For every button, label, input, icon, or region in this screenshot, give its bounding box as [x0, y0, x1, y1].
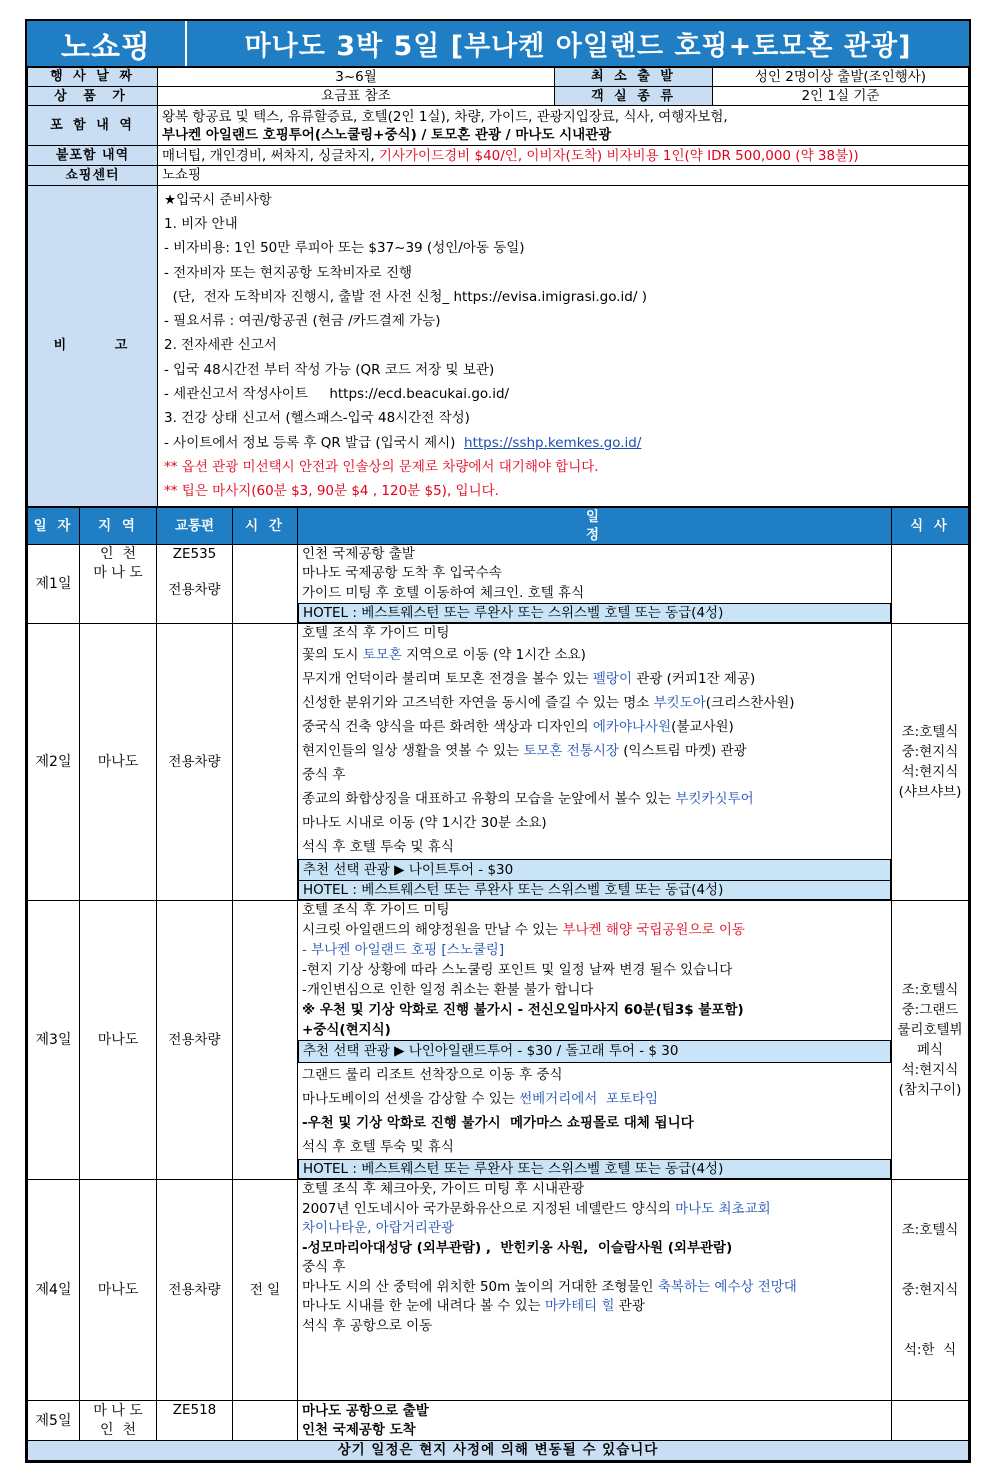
remarks-line: - 필요서류 : 여권/항공권 (현금 /카드결제 가능): [164, 313, 441, 330]
schedule-line: [302, 667, 887, 691]
day-time: [233, 544, 298, 624]
schedule-text: 종교의 화합상징을 대표하고 유황의 모습을 눈앞에서 볼수 있는: [302, 791, 676, 808]
schedule-line: -우천 및 기상 악화로 진행 불가시 메가마스 쇼핑몰로 대체 됩니다: [302, 1115, 694, 1132]
day-row: [28, 901, 969, 1180]
day-label: 제4일: [28, 1180, 80, 1401]
day-area: 마나도: [80, 624, 157, 901]
day-meal: [892, 544, 969, 624]
schedule-text: 꽃의 도시: [302, 647, 363, 664]
schedule-line: 호텔 조식 후 가이드 미팅: [302, 625, 450, 642]
footer-note: 상기 일정은 현지 사정에 의해 변동될 수 있습니다: [28, 1441, 969, 1460]
day-row: [28, 1401, 969, 1441]
hotel-line: HOTEL : 베스트웨스턴 또는 루완사 또는 스위스벨 호텔 또는 동급(4성): [298, 880, 891, 900]
schedule-line: +중식(현지식): [302, 1022, 391, 1039]
meal-line: 중:그랜드: [901, 1002, 959, 1019]
day-area: 마나도: [80, 1180, 157, 1401]
included-line-1: 왕복 항공료 및 텍스, 유류할증료, 호텔(2인 1실), 차량, 가이드, 관광지입장료, 식사, 여행자보험,: [162, 108, 728, 125]
day-schedule: [298, 544, 892, 624]
meal-line: (참치구이): [898, 1082, 962, 1099]
travel-period-label: 행 사 날 짜: [28, 68, 158, 87]
day-meal: [892, 901, 969, 1180]
price-label: 상 품 가: [28, 87, 158, 106]
remarks-site-text: - 사이트에서 정보 등록 후 QR 발급 (입국시 제시): [164, 434, 465, 451]
schedule-line: 중식 후: [302, 767, 346, 784]
included-value: [158, 106, 969, 146]
day-schedule: [298, 624, 892, 901]
area-destination: 마 나 도: [93, 564, 143, 581]
day-schedule: [298, 901, 892, 1180]
excluded-label: 불포함 내역: [28, 146, 158, 166]
day-label: 제1일: [28, 544, 80, 624]
schedule-text: 중국식 건축 양식을 따른 화려한 색상과 디자인의: [302, 719, 593, 736]
schedule-line: [302, 1278, 887, 1298]
schedule-highlight: 부킷카싯투어: [675, 791, 754, 808]
meal-line: 중:현지식: [901, 1282, 959, 1299]
day-meal: [892, 1401, 969, 1441]
hotel-line: HOTEL : 베스트웨스턴 또는 루완사 또는 스위스벨 호텔 또는 동급(4성): [298, 603, 891, 623]
schedule-line: [302, 787, 887, 811]
day-row: [28, 1180, 969, 1401]
schedule-highlight: 펠랑이: [592, 671, 632, 688]
schedule-highlight: 토모혼 전통시장: [523, 743, 619, 760]
vehicle: 전용차량: [168, 582, 221, 599]
day-label: 제5일: [28, 1401, 80, 1441]
schedule-line: [302, 1087, 887, 1111]
day-row: [28, 544, 969, 624]
remarks-line: - 세관신고서 작성사이트 https://ecd.beacukai.go.id/: [164, 386, 510, 403]
schedule-highlight: 부나켄 해양 국립공원으로 이동: [562, 922, 745, 939]
health-pass-link[interactable]: https://sshp.kemkes.go.id/: [464, 434, 642, 451]
meal-line: (샤브샤브): [898, 784, 962, 801]
schedule-line: [302, 643, 887, 667]
min-departure-value: 성인 2명이상 출발(조인행사): [713, 68, 969, 87]
schedule-text: 2007년 인도네시아 국가문화유산으로 지정된 네델란드 양식의: [302, 1200, 676, 1217]
brand-label: 노쇼핑: [27, 21, 187, 66]
day-area: [80, 544, 157, 624]
room-label: 객 실 종 류: [555, 87, 713, 106]
meal-line: 석:한 식: [903, 1342, 957, 1359]
col-schedule: 일 정: [298, 507, 892, 544]
schedule-line: 석식 후 공항으로 이동: [302, 1317, 433, 1334]
area-origin: 마 나 도: [93, 1402, 143, 1419]
schedule-highlight: 축복하는 예수상 전망대: [657, 1278, 797, 1295]
schedule-text: 현지인들의 일상 생활을 엿볼 수 있는: [302, 743, 524, 760]
schedule-line: [302, 920, 887, 940]
remarks-line: - 비자비용: 1인 50만 루피아 또는 $37~39 (성인/아동 동일): [164, 240, 525, 257]
remarks-line: ★입국시 준비사항: [164, 191, 272, 208]
schedule-line: -성모마리아대성당 (외부관람) , 반힌키옹 사원, 이슬람사원 (외부관람): [302, 1239, 733, 1256]
schedule-text: 지역으로 이동 (약 1시간 소요): [401, 647, 586, 664]
schedule-text: 시크릿 아일랜드의 해양정원을 만날 수 있는: [302, 922, 563, 939]
included-line-2: 부나켄 아일랜드 호핑투어(스노쿨링+중식) / 토모혼 관광 / 마나도 시내관광: [162, 126, 612, 143]
remarks-tip-prefix: ** 팁은: [164, 483, 213, 500]
optional-tour-line: 추천 선택 관광 ▶ 나이트투어 - $30: [298, 859, 891, 880]
flight-number: ZE535: [172, 545, 217, 562]
day-label: 제2일: [28, 624, 80, 901]
schedule-line: 호텔 조식 후 가이드 미팅: [302, 902, 450, 919]
remarks-tip-detail: 마사지(60분 $3, 90분 $4 , 120분 $5), 입니다.: [212, 483, 499, 500]
day-time: [233, 1401, 298, 1441]
remarks-warning: ** 옵션 관광 미선택시 안전과 인솔상의 문제로 차량에서 대기해야 합니다.: [164, 458, 599, 475]
schedule-line: [302, 739, 887, 763]
schedule-line: 호텔 조식 후 체크아웃, 가이드 미팅 후 시내관광: [302, 1181, 585, 1198]
day-transport: 전용차량: [157, 1180, 233, 1401]
shopping-value: 노쇼핑: [158, 166, 969, 185]
schedule-line: [302, 715, 887, 739]
day-label: 제3일: [28, 901, 80, 1180]
schedule-line: 석식 후 호텔 투숙 및 휴식: [302, 1139, 454, 1156]
remarks-line: - 입국 48시간전 부터 작성 가능 (QR 코드 저장 및 보관): [164, 361, 495, 378]
meal-line: 석:현지식: [901, 1062, 959, 1079]
schedule-line: 인천 국제공항 출발: [302, 545, 415, 562]
col-time: 시 간: [233, 507, 298, 544]
schedule-line: 그랜드 룰리 리조트 선착장으로 이동 후 중식: [302, 1067, 563, 1084]
meal-line: 조:호텔식: [901, 1222, 959, 1239]
remarks-content: [158, 185, 969, 506]
schedule-highlight: 마나도 최초교회: [675, 1200, 771, 1217]
schedule-highlight: 에카야나사원: [592, 719, 672, 736]
col-day: 일 자: [28, 507, 80, 544]
itinerary-sheet: [25, 19, 971, 1463]
day-transport: 전용차량: [157, 901, 233, 1180]
schedule-line: 인천 국제공항 도착: [302, 1421, 416, 1438]
included-label: 포 함 내 역: [28, 106, 158, 146]
schedule-text: 마나도베이의 선셋을 감상할 수 있는: [302, 1091, 520, 1108]
day-meal: [892, 1180, 969, 1401]
day-area: 마나도: [80, 901, 157, 1180]
min-departure-label: 최 소 출 발: [555, 68, 713, 87]
schedule-text: (익스트림 마켓) 관광: [618, 743, 747, 760]
schedule-line: ※ 우천 및 기상 악화로 진행 불가시 - 전신오일마사지 60분(팁3$ 불포함): [302, 1002, 744, 1019]
schedule-text: 무지개 언덕이라 불리며 토모혼 전경을 볼수 있는: [302, 671, 593, 688]
meal-line: 중:현지식: [901, 744, 959, 761]
meal-line: 석:현지식: [901, 764, 959, 781]
excluded-fees: 기사가이드경비 $40/인, 이비자(도착) 비자비용 1인(약 IDR 500,000 (약 38불)): [378, 147, 859, 164]
remarks-line: 2. 전자세관 신고서: [164, 337, 277, 354]
excluded-value: [158, 146, 969, 166]
col-transport: 교통편: [157, 507, 233, 544]
day-area: [80, 1401, 157, 1441]
schedule-text: 신성한 분위기와 고즈넉한 자연을 동시에 즐길 수 있는 명소: [302, 695, 654, 712]
room-value: 2인 1실 기준: [713, 87, 969, 106]
schedule-line: 중식 후: [302, 1259, 346, 1276]
meal-line: 조:호텔식: [901, 982, 959, 999]
schedule-line: 마나도 공항으로 출발: [302, 1402, 429, 1419]
price-value: 요금표 참조: [158, 87, 555, 106]
excluded-general: 매너팁, 개인경비, 써차지, 싱글차지,: [162, 147, 379, 164]
meal-line: 페식: [916, 1042, 944, 1059]
schedule-text: 마나도 시의 산 중턱에 위치한 50m 높이의 거대한 조형물인: [302, 1278, 658, 1295]
day-transport: ZE518: [157, 1401, 233, 1441]
optional-tour-line: 추천 선택 관광 ▶ 나인아일랜드투어 - $30 / 돌고래 투어 - $ 30: [298, 1040, 891, 1063]
remarks-tip: [164, 479, 962, 503]
day-transport: 전용차량: [157, 624, 233, 901]
shopping-label: 쇼핑센터: [28, 166, 158, 185]
schedule-line: 마나도 국제공항 도착 후 입국수속: [302, 565, 502, 582]
info-table: [27, 67, 969, 507]
day-time: [233, 901, 298, 1180]
area-origin: 인 천: [100, 545, 136, 562]
col-area: 지 역: [80, 507, 157, 544]
remarks-line: [164, 431, 962, 455]
schedule-line: 차이나타운, 아랍거리관광: [302, 1220, 455, 1237]
schedule-text: 관광: [614, 1298, 645, 1315]
schedule-highlight: 마카테티 힐: [545, 1298, 615, 1315]
day-meal: [892, 624, 969, 901]
travel-period-value: 3~6월: [158, 68, 555, 87]
remarks-line: - 전자비자 또는 현지공항 도착비자로 진행: [164, 264, 413, 281]
day-row: [28, 624, 969, 901]
page-title: 마나도 3박 5일 [부나켄 아일랜드 호핑+토모혼 관광]: [244, 31, 912, 62]
title-bar: [27, 21, 969, 67]
day-transport: [157, 544, 233, 624]
schedule-text: (크리스찬사원): [705, 695, 795, 712]
schedule-table: [27, 507, 969, 1461]
hotel-line: HOTEL : 베스트웨스턴 또는 루완사 또는 스위스벨 호텔 또는 동급(4성): [298, 1159, 891, 1179]
day-schedule: [298, 1180, 892, 1401]
schedule-line: -현지 기상 상황에 따라 스노쿨링 포인트 및 일정 날짜 변경 될수 있습니다: [302, 962, 733, 979]
schedule-highlight: 부킷도아: [653, 695, 706, 712]
col-meal: 식 사: [892, 507, 969, 544]
meal-line: 룰리호텔뷔: [897, 1022, 963, 1039]
remarks-line: 1. 비자 안내: [164, 215, 238, 232]
schedule-line: -개인변심으로 인한 일정 취소는 환불 불가 합니다: [302, 982, 594, 999]
schedule-highlight: 토모혼: [362, 647, 402, 664]
schedule-line: - 부나켄 아일랜드 호핑 [스노쿨링]: [302, 942, 505, 959]
schedule-line: [302, 1297, 887, 1317]
schedule-text: 마나도 시내를 한 눈에 내려다 볼 수 있는: [302, 1298, 545, 1315]
schedule-line: [302, 691, 887, 715]
schedule-line: 마나도 시내로 이동 (약 1시간 30분 소요): [302, 815, 547, 832]
schedule-text: 관광 (커피1잔 제공): [631, 671, 756, 688]
area-destination: 인 천: [100, 1421, 136, 1438]
day-time: [233, 624, 298, 901]
day-time: 전 일: [233, 1180, 298, 1401]
schedule-line: 석식 후 호텔 투숙 및 휴식: [302, 839, 454, 856]
schedule-line: 가이드 미팅 후 호텔 이동하여 체크인. 호텔 휴식: [302, 584, 585, 601]
remarks-label: 비 고: [28, 185, 158, 506]
remarks-line: (단, 전자 도착비자 진행시, 출발 전 사전 신청_ https://evisa.imigrasi.go.id/ ): [164, 288, 647, 305]
day-schedule: [298, 1401, 892, 1441]
schedule-highlight: 썬베거리에서 포토타임: [519, 1091, 659, 1108]
schedule-text: (불교사원): [671, 719, 734, 736]
remarks-line: 3. 건강 상태 신고서 (헬스패스-입국 48시간전 작성): [164, 410, 470, 427]
schedule-line: [302, 1200, 887, 1220]
meal-line: 조:호텔식: [901, 724, 959, 741]
